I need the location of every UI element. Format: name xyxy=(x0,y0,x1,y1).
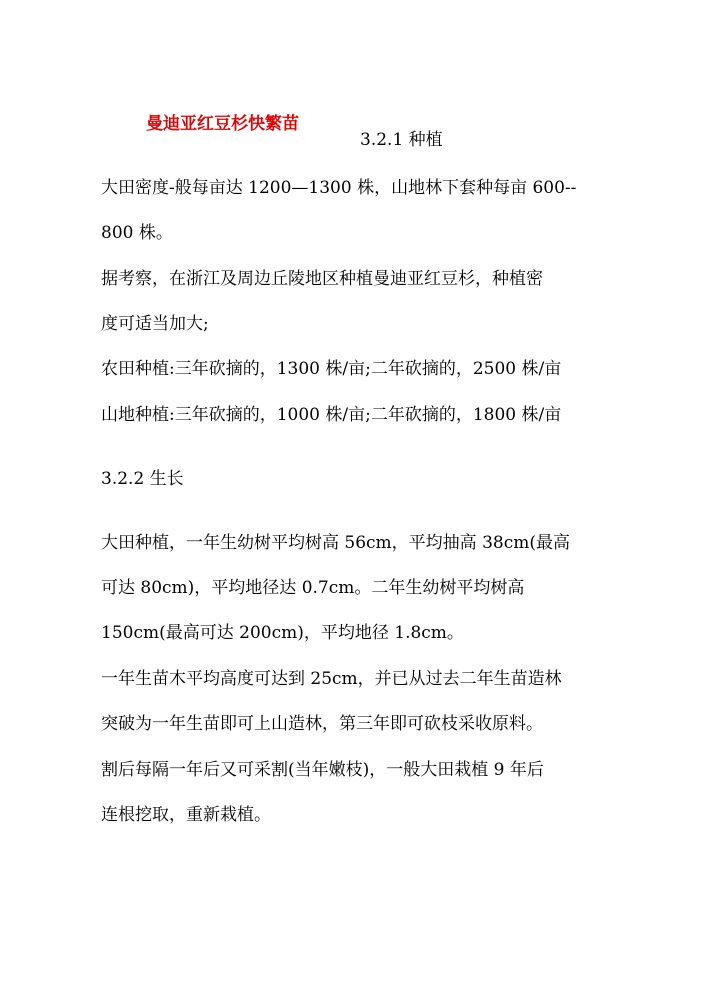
paragraph-line: 农田种植:三年砍摘的，1300 株/亩;二年砍摘的，2500 株/亩 xyxy=(101,359,562,379)
paragraph-line: 800 株。 xyxy=(101,223,173,243)
section-heading-planting: 3.2.1 种植 xyxy=(360,130,443,150)
paragraph-line: 大田密度-般每亩达 1200—1300 株，山地林下套种每亩 600-- xyxy=(101,178,577,198)
paragraph-line: 150cm(最高可达 200cm)，平均地径 1.8cm。 xyxy=(101,623,464,643)
paragraph-line: 度可适当加大; xyxy=(101,314,209,334)
paragraph-line: 大田种植，一年生幼树平均树高 56cm，平均抽高 38cm(最高 xyxy=(101,533,570,553)
paragraph-line: 突破为一年生苗即可上山造林，第三年即可砍枝采收原料。 xyxy=(101,714,543,734)
paragraph-line: 一年生苗木平均高度可达到 25cm，并已从过去二年生苗造林 xyxy=(101,669,562,689)
paragraph-line: 山地种植:三年砍摘的，1000 株/亩;二年砍摘的，1800 株/亩 xyxy=(101,405,562,425)
paragraph-line: 据考察，在浙江及周边丘陵地区种植曼迪亚红豆杉，种植密 xyxy=(101,269,543,289)
document-title: 曼迪亚红豆杉快繁苗 xyxy=(146,114,299,134)
section-heading-growth: 3.2.2 生长 xyxy=(101,469,184,489)
paragraph-line: 可达 80cm)，平均地径达 0.7cm。二年生幼树平均树高 xyxy=(101,578,525,598)
paragraph-line: 割后每隔一年后又可采割(当年嫩枝)，一般大田栽植 9 年后 xyxy=(101,760,544,780)
paragraph-line: 连根挖取，重新栽植。 xyxy=(101,805,271,825)
